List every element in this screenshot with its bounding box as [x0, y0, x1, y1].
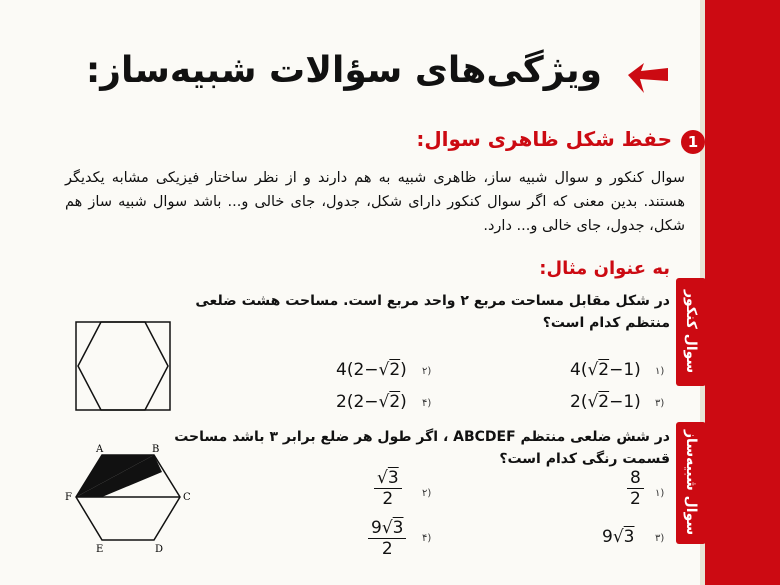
q2-option-2[interactable]: $\frac{√3}{2}$	[374, 468, 402, 509]
option-number: ۳)	[655, 398, 665, 409]
q2-option-1[interactable]: $\frac{8}{2}$	[627, 468, 644, 509]
option-number: ۴)	[422, 533, 432, 544]
similar-question-tag: سوال شبیه‌ساز	[676, 422, 706, 544]
vertex-label: D	[155, 544, 164, 555]
question-2-text: در شش ضلعی منتظم ABCDEF ، اگر طول هر ضلع برابر ۳ باشد مساحت قسمت رنگی کدام است؟	[174, 429, 670, 467]
option-number: ۱)	[655, 366, 665, 377]
vertex-label: B	[152, 444, 160, 455]
section-paragraph: سوال کنکور و سوال شبیه ساز، ظاهری شبیه به هم دارند و از نظر ساختار فیزیکی مشابه یکدیگر هستند. بدین معنی که اگر سوال کنکور دارای شکل، جدول، جای خالی و... باشد سوال شبیه ساز هم شکل، جدول، جای خالی و... دارد.	[65, 170, 685, 234]
q1-option-4[interactable]: 2(2−√2)	[336, 392, 407, 412]
vertex-label: A	[96, 444, 104, 455]
q1-option-3[interactable]: 2(√2−1)	[570, 392, 641, 412]
red-sidebar	[705, 0, 780, 585]
section-number-badge: 1	[681, 130, 705, 154]
option-number: ۲)	[422, 366, 432, 377]
vertex-label: C	[183, 492, 191, 503]
q2-option-4[interactable]: $\frac{9√3}{2}$	[368, 518, 406, 559]
page-title: ویژگی‌های سؤالات شبیه‌ساز:	[85, 50, 602, 91]
square-octagon-figure	[74, 320, 172, 412]
option-number: ۲)	[422, 488, 432, 499]
option-number: ۴)	[422, 398, 432, 409]
option-number: ۳)	[655, 533, 665, 544]
konkur-question-tag: سوال کنکور	[676, 278, 706, 386]
arrow-icon	[628, 63, 668, 93]
example-title: به عنوان مثال:	[539, 258, 670, 279]
q1-option-1[interactable]: 4(√2−1)	[570, 360, 641, 380]
hexagon-figure	[62, 442, 197, 560]
q1-option-2[interactable]: 4(2−√2)	[336, 360, 407, 380]
question-1-text: در شکل مقابل مساحت مربع ۲ واحد مربع است. مساحت هشت ضلعی منتظم کدام است؟	[195, 293, 670, 331]
section-title: حفظ شکل ظاهری سوال:	[416, 127, 672, 151]
option-number: ۱)	[655, 488, 665, 499]
vertex-label: E	[96, 544, 104, 555]
vertex-label: F	[65, 492, 72, 503]
q2-option-3[interactable]: 9√3	[602, 527, 635, 547]
